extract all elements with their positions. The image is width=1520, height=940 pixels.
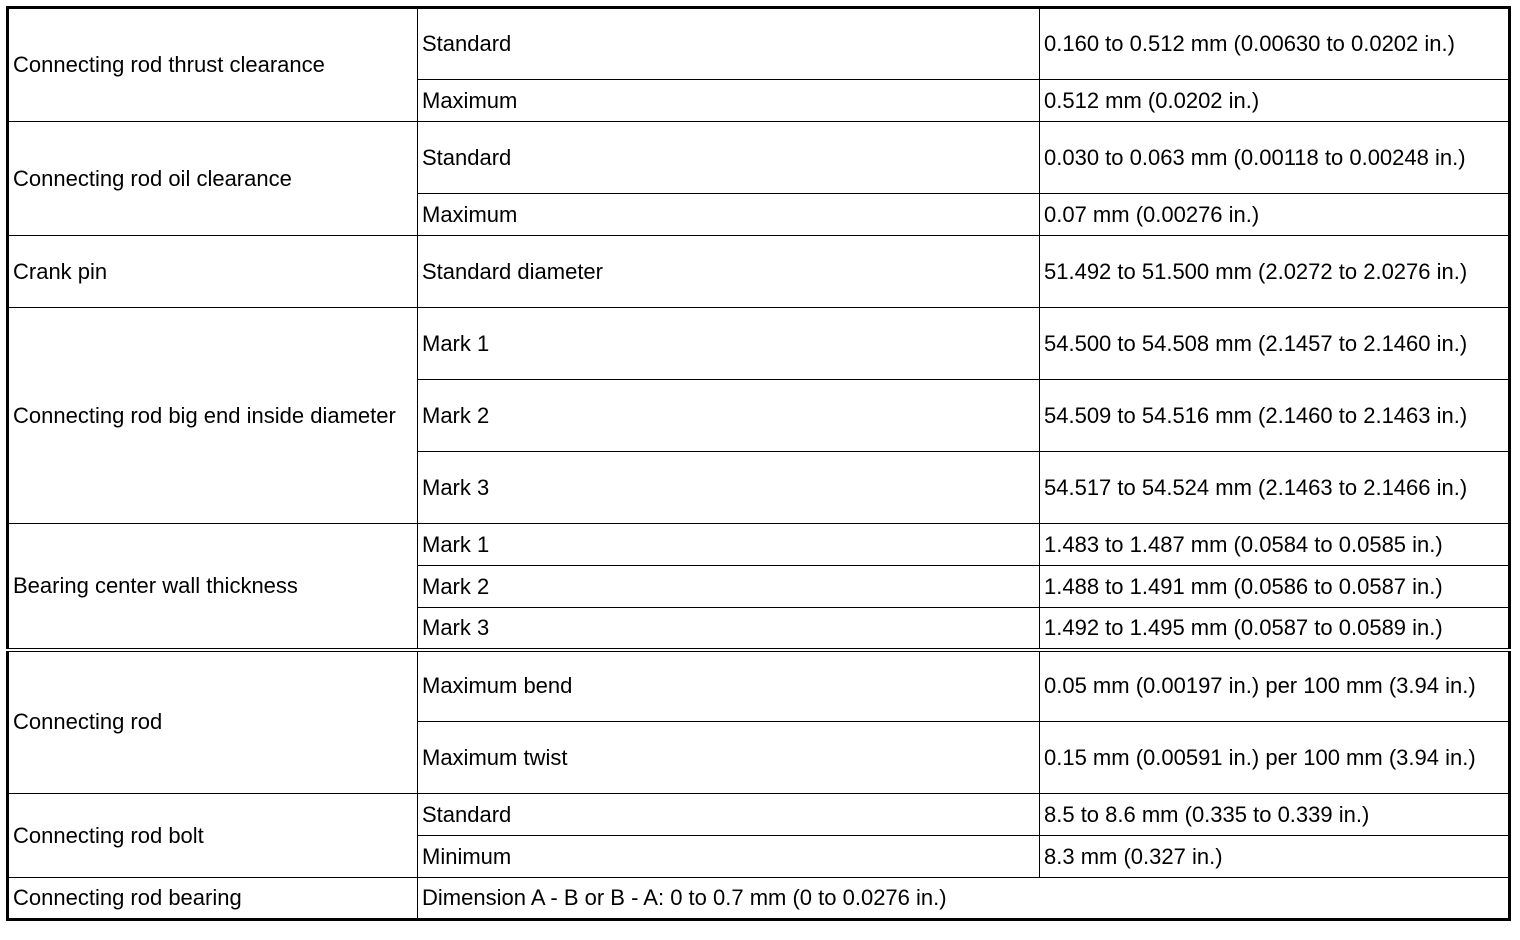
value-cell: 0.05 mm (0.00197 in.) per 100 mm (3.94 in.) <box>1040 650 1510 722</box>
value-cell: 54.509 to 54.516 mm (2.1460 to 2.1463 in.) <box>1040 380 1510 452</box>
condition-cell: Mark 2 <box>418 566 1040 608</box>
item-cell: Connecting rod thrust clearance <box>8 8 418 122</box>
table-row <box>8 524 1510 566</box>
value-cell: 0.15 mm (0.00591 in.) per 100 mm (3.94 in.) <box>1040 722 1510 794</box>
value-cell: 1.488 to 1.491 mm (0.0586 to 0.0587 in.) <box>1040 566 1510 608</box>
condition-cell: Mark 2 <box>418 380 1040 452</box>
value-cell: 0.030 to 0.063 mm (0.00118 to 0.00248 in.) <box>1040 122 1510 194</box>
condition-cell: Maximum <box>418 194 1040 236</box>
condition-cell: Maximum bend <box>418 650 1040 722</box>
table-row <box>8 236 1510 308</box>
value-cell: 54.500 to 54.508 mm (2.1457 to 2.1460 in.) <box>1040 308 1510 380</box>
item-cell: Bearing center wall thickness <box>8 524 418 650</box>
item-cell: Connecting rod oil clearance <box>8 122 418 236</box>
value-cell: 0.07 mm (0.00276 in.) <box>1040 194 1510 236</box>
item-cell: Connecting rod big end inside diameter <box>8 308 418 524</box>
item-cell: Crank pin <box>8 236 418 308</box>
condition-cell: Mark 3 <box>418 608 1040 650</box>
table-row <box>8 794 1510 836</box>
table-row <box>8 650 1510 722</box>
value-cell: 0.512 mm (0.0202 in.) <box>1040 80 1510 122</box>
value-cell: 8.5 to 8.6 mm (0.335 to 0.339 in.) <box>1040 794 1510 836</box>
condition-cell: Standard <box>418 794 1040 836</box>
item-cell: Connecting rod <box>8 650 418 794</box>
value-cell: 1.483 to 1.487 mm (0.0584 to 0.0585 in.) <box>1040 524 1510 566</box>
table-row <box>8 122 1510 194</box>
condition-cell: Standard <box>418 8 1040 80</box>
condition-cell: Maximum twist <box>418 722 1040 794</box>
table-row <box>8 8 1510 80</box>
condition-cell: Maximum <box>418 80 1040 122</box>
condition-cell: Standard <box>418 122 1040 194</box>
value-cell: 51.492 to 51.500 mm (2.0272 to 2.0276 in.) <box>1040 236 1510 308</box>
table-row <box>8 308 1510 380</box>
value-cell: 54.517 to 54.524 mm (2.1463 to 2.1466 in.) <box>1040 452 1510 524</box>
condition-cell: Mark 1 <box>418 524 1040 566</box>
table-row <box>8 878 1510 920</box>
specification-table <box>6 6 1511 921</box>
value-cell: 8.3 mm (0.327 in.) <box>1040 836 1510 878</box>
condition-cell: Mark 3 <box>418 452 1040 524</box>
value-cell: Dimension A - B or B - A: 0 to 0.7 mm (0 to 0.0276 in.) <box>418 878 1510 920</box>
condition-cell: Mark 1 <box>418 308 1040 380</box>
condition-cell: Standard diameter <box>418 236 1040 308</box>
item-cell: Connecting rod bearing <box>8 878 418 920</box>
value-cell: 1.492 to 1.495 mm (0.0587 to 0.0589 in.) <box>1040 608 1510 650</box>
value-cell: 0.160 to 0.512 mm (0.00630 to 0.0202 in.) <box>1040 8 1510 80</box>
condition-cell: Minimum <box>418 836 1040 878</box>
item-cell: Connecting rod bolt <box>8 794 418 878</box>
